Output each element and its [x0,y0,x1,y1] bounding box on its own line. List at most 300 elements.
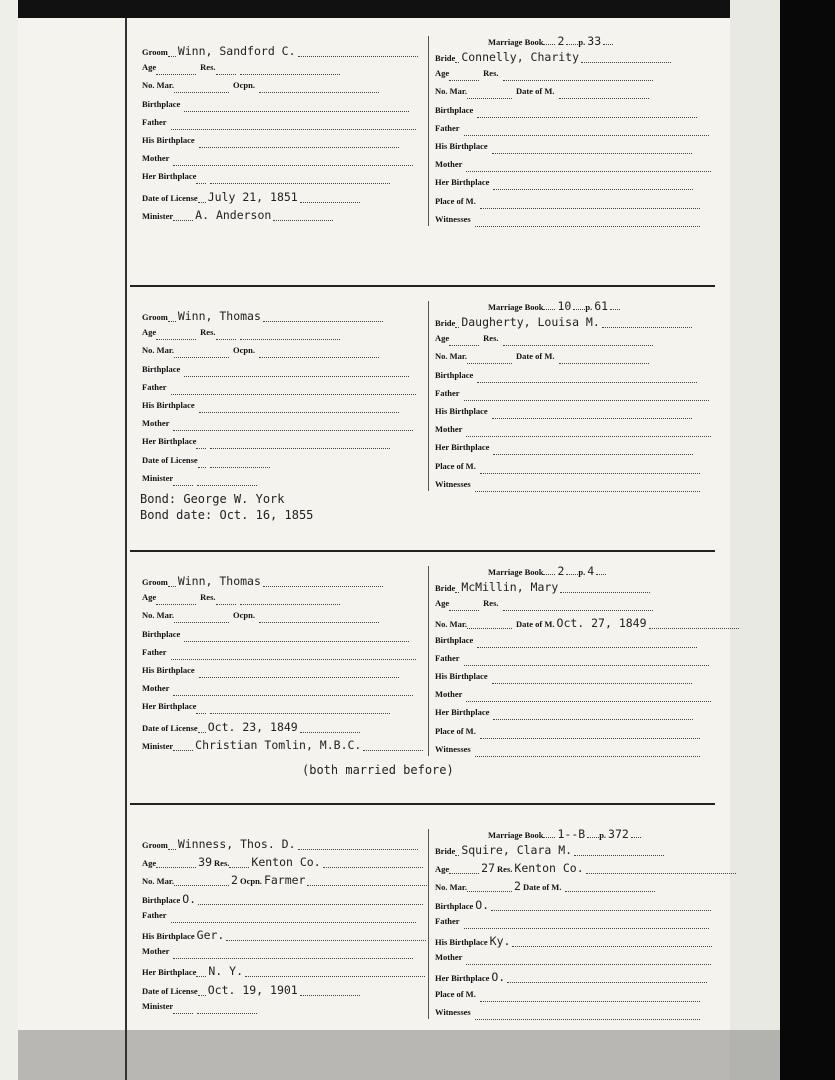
fill-line [273,220,333,221]
fill-line [173,1013,193,1014]
fill-line [168,849,176,850]
field-label: Her Birthplace [142,967,197,978]
bride-field-row [435,406,692,422]
field-label: Date of M. [516,86,555,97]
fill-line [466,701,711,702]
fill-line [263,321,383,322]
fill-line [197,485,257,486]
fill-line [300,732,360,733]
fill-line [198,202,206,203]
fill-line [210,467,270,468]
fill-line [475,226,700,227]
groom-field-row [142,382,416,398]
fill-line [467,98,512,99]
fill-line [574,855,664,856]
groom-field-row [142,190,360,206]
bride-field-row [435,461,700,477]
groom-field-row [142,837,418,853]
field-value: Kenton Co. [251,855,321,870]
field-label: Birthplace [142,98,181,109]
bride-field-row [435,1007,700,1023]
groom-field-row [142,665,399,681]
card-divider [130,803,715,805]
field-label: Groom [142,577,168,587]
fill-line [565,891,655,892]
column-divider [428,829,429,1019]
bride-field-row [435,388,709,404]
fill-line [199,412,399,413]
scan-right-margin [730,0,780,1080]
scan-dark-border [780,0,835,1080]
bride-field-row [435,177,693,193]
field-label: Marriage Book [488,302,544,312]
bride-field-row [435,105,697,121]
field-label: Mother [142,683,170,694]
groom-field-row [142,964,425,980]
fill-line [467,363,512,364]
field-label: His Birthplace [142,135,195,145]
fill-line [171,394,416,395]
column-divider [428,36,429,226]
field-label: Age [435,68,450,79]
field-label: Date of License [142,192,198,203]
field-label: Her Birthplace [142,171,197,182]
bride-field-row [435,370,697,386]
field-value: Farmer [263,873,306,888]
groom-field-row [142,910,416,926]
field-value: 1--B [557,827,586,841]
field-label: p. [599,830,607,840]
field-label: Res. [200,327,216,338]
field-label: Place of M. [435,988,476,999]
groom-field-row [142,345,379,361]
bride-field-row [435,333,653,349]
bride-field-row [435,86,649,102]
field-label: No. Mar. [435,619,468,630]
marriage-book-ref [488,299,620,313]
field-label: Father [435,122,460,133]
field-value: Christian Tomlin, M.B.C. [195,737,362,752]
fill-line [210,713,390,714]
field-label: Birthplace [435,104,474,115]
fill-line [455,62,459,63]
field-label: Her Birthplace [435,177,490,188]
fill-line [503,345,653,346]
field-label: Minister [142,740,174,751]
fill-line [543,309,555,310]
fill-line [197,1013,257,1014]
fill-line [492,153,692,154]
field-value: July 21, 1851 [207,189,298,204]
field-value: 2 [557,34,565,48]
field-label: Birthplace [435,900,474,911]
fill-line [323,867,423,868]
fill-line [586,873,736,874]
groom-field-row [142,135,399,151]
card-left-border [125,18,127,1080]
fill-line [210,448,390,449]
fill-line [168,586,176,587]
groom-field-row [142,647,416,663]
field-label: Mother [142,946,170,957]
field-label: Witnesses [435,743,471,754]
field-label: Minister [142,210,174,221]
fill-line [464,665,709,666]
fill-line [467,891,512,892]
bride-field-row [435,952,711,968]
fill-line [543,574,555,575]
fill-line [464,135,709,136]
bride-field-row [435,479,700,495]
fill-line [480,473,700,474]
field-label: Age [435,333,450,344]
field-label: His Birthplace [142,400,195,410]
bride-field-row [435,744,700,760]
fill-line [300,995,360,996]
groom-field-row [142,1001,257,1017]
field-label: Age [142,62,157,73]
fill-line [566,574,578,575]
field-label: His Birthplace [435,671,488,681]
bride-field-row [435,635,697,651]
groom-field-row [142,574,383,590]
groom-field-row [142,592,340,608]
bride-field-row [435,970,707,986]
field-label: Date of License [142,722,198,733]
field-value: 33 [587,34,602,48]
fill-line [449,873,479,874]
fill-line [610,309,620,310]
bride-field-row [435,989,700,1005]
field-value: 2 [231,873,238,888]
groom-field-row [142,364,409,380]
field-value: Daugherty, Louisa M. [461,315,600,329]
fill-line [263,586,383,587]
fill-line [171,659,416,660]
fill-line [307,885,427,886]
fill-line [491,910,711,911]
fill-line [216,339,236,340]
field-label: No. Mar. [142,876,175,887]
field-label: No. Mar. [142,80,175,91]
bride-field-row [435,580,650,596]
marriage-book-ref [488,827,641,841]
field-label: Marriage Book [488,567,544,577]
field-label: Date of License [142,454,198,465]
field-label: His Birthplace [142,931,195,941]
bride-field-row [435,879,655,895]
fill-line [156,867,196,868]
groom-field-row [142,738,423,754]
fill-line [198,467,206,468]
fill-line [199,147,399,148]
fill-line [184,111,409,112]
fill-line [156,74,196,75]
groom-field-row [142,80,379,96]
groom-field-row [142,683,413,699]
bride-field-row [435,707,693,723]
column-divider [428,566,429,756]
fill-line [475,756,700,757]
field-value: Oct. 19, 1901 [207,982,298,997]
fill-line [363,750,423,751]
groom-field-row [142,208,333,224]
field-label: Age [142,858,157,869]
fill-line [300,202,360,203]
fill-line [173,220,193,221]
groom-field-row [142,418,413,434]
fill-line [480,738,700,739]
bride-field-row [435,671,692,687]
fill-line [455,855,459,856]
groom-field-row [142,701,390,717]
fill-line [480,208,700,209]
bride-field-row [435,689,711,705]
fill-line [171,922,416,923]
fill-line [449,610,479,611]
fill-line [259,92,379,93]
record-note: Bond: George W. York [140,492,285,506]
field-label: Groom [142,47,168,57]
groom-field-row [142,610,379,626]
field-label: Father [142,909,167,920]
field-label: Bride [435,846,456,856]
fill-line [245,976,425,977]
fill-line [559,98,649,99]
groom-field-row [142,455,270,471]
field-value: O. [491,970,506,985]
field-value: O. [475,897,490,912]
field-label: Father [142,646,167,657]
field-label: Her Birthplace [435,442,490,453]
fill-line [631,837,641,838]
fill-line [573,309,585,310]
bride-field-row [435,315,692,331]
fill-line [184,376,409,377]
bride-field-row [435,442,693,458]
field-label: Father [435,915,460,926]
fill-line [168,56,176,57]
fill-line [477,647,697,648]
field-value: Oct. 23, 1849 [207,719,298,734]
field-label: Marriage Book [488,37,544,47]
fill-line [171,129,416,130]
field-value: Squire, Clara M. [461,843,573,857]
fill-line [174,885,229,886]
fill-line [298,56,418,57]
field-label: Her Birthplace [142,436,197,447]
field-label: No. Mar. [435,86,468,97]
fill-line [156,604,196,605]
field-value: Winness, Thos. D. [177,837,296,851]
bride-field-row [435,616,739,632]
bride-field-row [435,898,711,914]
bride-field-row [435,68,653,84]
groom-field-row [142,62,340,78]
groom-field-row [142,946,413,962]
marriage-book-ref [488,34,613,48]
bride-field-row [435,726,700,742]
field-label: Mother [142,418,170,429]
fill-line [240,604,340,605]
field-label: Age [142,592,157,603]
column-divider [428,301,429,491]
fill-line [198,732,206,733]
field-value: 2 [557,564,565,578]
field-label: No. Mar. [142,610,175,621]
bride-field-row [435,424,711,440]
field-label: Mother [435,952,463,963]
field-label: No. Mar. [435,351,468,362]
fill-line [173,695,413,696]
groom-field-row [142,629,409,645]
groom-field-row [142,436,390,452]
fill-line [174,92,229,93]
field-label: Father [142,116,167,127]
field-label: Ocpn. [233,610,255,621]
fill-line [603,44,613,45]
field-value: 372 [608,827,629,841]
field-label: Father [142,381,167,392]
field-label: Father [435,652,460,663]
field-label: Birthplace [435,634,474,645]
bride-field-row [435,141,692,157]
field-value: Winn, Thomas [177,574,261,588]
fill-line [168,321,176,322]
field-label: Res. [497,864,513,875]
field-label: Res. [214,858,230,869]
fill-line [464,400,709,401]
field-value: 61 [594,299,609,313]
field-label: p. [578,567,586,577]
field-label: Ocpn. [239,876,262,887]
fill-line [173,485,193,486]
field-label: Place of M. [435,195,476,206]
groom-field-row [142,855,423,871]
field-value: Oct. 27, 1849 [556,616,647,631]
field-label: Birthplace [142,628,181,639]
groom-field-row [142,873,427,889]
bride-field-row [435,159,711,175]
fill-line [477,382,697,383]
groom-field-row [142,928,426,944]
field-label: Witnesses [435,1006,471,1017]
field-label: Date of M. [522,882,562,893]
field-label: Her Birthplace [435,973,490,984]
field-label: Birthplace [142,894,181,905]
field-label: Res. [483,598,499,609]
fill-line [196,976,206,977]
fill-line [649,628,739,629]
fill-line [560,592,650,593]
fill-line [466,171,711,172]
fill-line [216,604,236,605]
field-label: Place of M. [435,460,476,471]
groom-field-row [142,99,409,115]
fill-line [467,628,512,629]
bride-field-row [435,598,653,614]
field-value: O. [182,891,197,906]
field-label: His Birthplace [435,937,488,947]
fill-line [475,491,700,492]
fill-line [198,995,206,996]
groom-field-row [142,983,360,999]
fill-line [503,80,653,81]
field-label: Birthplace [142,363,181,374]
card-divider [130,285,715,287]
field-label: Mother [435,424,463,435]
field-label: Age [435,864,450,875]
bride-field-row [435,214,700,230]
field-label: Ocpn. [233,80,255,91]
fill-line [196,448,206,449]
fill-line [493,189,693,190]
groom-field-row [142,327,340,343]
fill-line [587,837,599,838]
field-label: Res. [200,62,216,73]
fill-line [475,1019,700,1020]
fill-line [493,719,693,720]
fill-line [480,1001,700,1002]
fill-line [173,958,413,959]
field-label: His Birthplace [435,141,488,151]
fill-line [198,904,423,905]
field-label: Ocpn. [233,345,255,356]
fill-line [229,867,249,868]
bride-field-row [435,861,736,877]
field-label: Date of M. [516,351,555,362]
fill-line [493,454,693,455]
field-value: 4 [587,564,595,578]
field-value: McMillin, Mary [461,580,559,594]
field-label: Groom [142,312,168,322]
groom-field-row [142,473,257,489]
fill-line [566,44,578,45]
field-value: 10 [557,299,572,313]
field-label: Place of M. [435,725,476,736]
fill-line [543,837,555,838]
fill-line [512,946,712,947]
fill-line [455,592,459,593]
field-label: Birthplace [435,369,474,380]
field-label: Her Birthplace [142,701,197,712]
field-label: No. Mar. [142,345,175,356]
groom-field-row [142,153,413,169]
fill-line [210,183,390,184]
field-value: 2 [514,879,521,894]
card-divider [130,550,715,552]
bride-field-row [435,351,649,367]
fill-line [173,165,413,166]
field-value: Winn, Thomas [177,309,261,323]
groom-field-row [142,720,360,736]
fill-line [196,713,206,714]
field-label: Groom [142,840,168,850]
fill-line [492,683,692,684]
fill-line [199,677,399,678]
groom-field-row [142,44,418,60]
field-value: Ger. [196,928,225,942]
field-label: Bride [435,583,456,593]
field-label: Bride [435,53,456,63]
field-value: Kenton Co. [514,861,584,876]
groom-field-row [142,309,383,325]
fill-line [507,982,707,983]
field-label: p. [585,302,593,312]
field-value: 39 [198,855,213,870]
fill-line [581,62,671,63]
field-label: p. [578,37,586,47]
